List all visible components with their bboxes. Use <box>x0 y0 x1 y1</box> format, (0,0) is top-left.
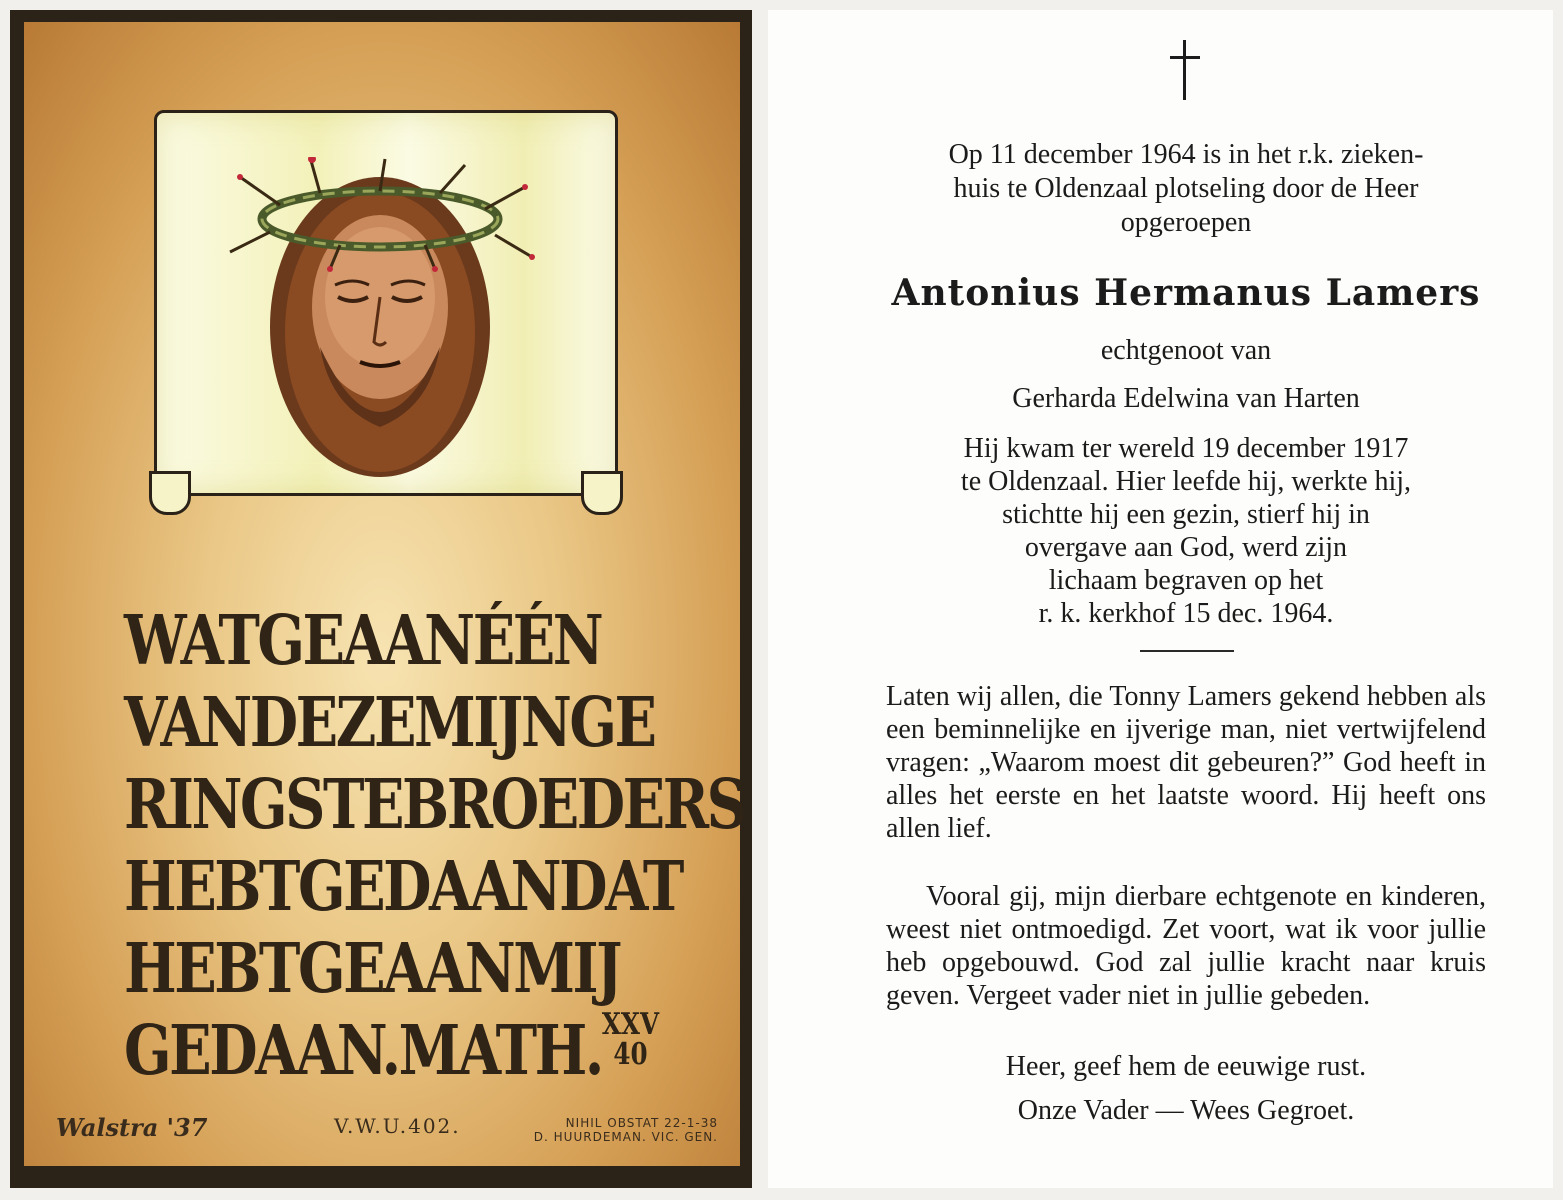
verse-line: HEBTGEDAANDAT <box>124 847 682 927</box>
nihil-line: NIHIL OBSTAT 22-1-38 <box>565 1116 718 1130</box>
prayer-line: Heer, geef hem de eeuwige rust. <box>1005 1051 1367 1082</box>
announcement-intro <box>886 138 1486 240</box>
verse-line: VANDEZEMIJNGE <box>124 683 655 763</box>
scripture-verse <box>124 600 745 1092</box>
veil-fold-left <box>149 471 191 515</box>
cross-icon <box>1170 40 1200 100</box>
nihil-obstat <box>534 1116 718 1144</box>
verse-number: 40 <box>613 1037 648 1072</box>
bio-line: overgave aan God, werd zijn <box>1024 532 1348 563</box>
bio-line: stichtte hij een gezin, stierf hij in <box>1002 499 1370 530</box>
spouse-label: echtgenoot van <box>1100 335 1272 366</box>
verse-line-last <box>124 1007 660 1092</box>
verse-reference <box>601 1007 660 1072</box>
spouse-name: Gerharda Edelwina van Harten <box>1012 383 1360 414</box>
verse-line: GEDAAN.MATH. <box>124 1011 602 1091</box>
closing-prayers: Onze Vader — Wees Gegroet. <box>1017 1095 1355 1126</box>
intro-line: huis te Oldenzaal plotseling door de Heer <box>953 173 1419 204</box>
paragraph-1: Laten wij allen, die Tonny Lamers gekend hebben als een beminnelijke en ijverige man, niet vertwijfelend vragen: „Waarom moest dit gebeuren?” God heeft in alles het eerste en het laatste woord. Hij heeft ons allen lief. <box>886 681 1486 844</box>
nihil-line: D. HUURDEMAN. VIC. GEN. <box>533 1130 718 1144</box>
biography <box>886 432 1486 630</box>
bio-line: lichaam begraven op het <box>1048 565 1324 596</box>
intro-line: opgeroepen <box>1120 207 1252 238</box>
deceased-name: Antonius Hermanus Lamers <box>891 272 1481 314</box>
bio-line: Hij kwam ter wereld 19 december 1917 <box>963 433 1409 464</box>
bio-line: te Oldenzaal. Hier leefde hij, werkte hij, <box>960 466 1412 497</box>
divider <box>1140 650 1234 652</box>
verse-line: RINGSTEBROEDERS <box>124 765 745 845</box>
verse-line: HEBTGEAANMIJ <box>124 929 621 1009</box>
holy-face-illustration <box>220 157 540 487</box>
card-illustration-panel <box>24 22 745 1166</box>
bio-line: r. k. kerkhof 15 dec. 1964. <box>1038 598 1334 629</box>
verse-chapter: XXV <box>601 1007 660 1042</box>
veil-fold-right <box>581 471 623 515</box>
print-code: V.W.U.402. <box>334 1114 461 1138</box>
memorial-text-card <box>768 10 1553 1188</box>
intro-line: Op 11 december 1964 is in het r.k. zieken- <box>948 139 1424 170</box>
paragraph-2: Vooral gij, mijn dierbare echtgenote en kinderen, weest niet ontmoedigd. Zet voort, wat ik voor jullie heb opgebouwd. God zal jullie kracht naar kruis geven. Vergeet vader niet in jullie gebeden. <box>886 881 1486 1011</box>
devotional-image-card <box>10 10 752 1188</box>
verse-line: WATGEAANÉÉN <box>124 601 602 681</box>
artist-signature: Walstra '37 <box>56 1113 208 1142</box>
